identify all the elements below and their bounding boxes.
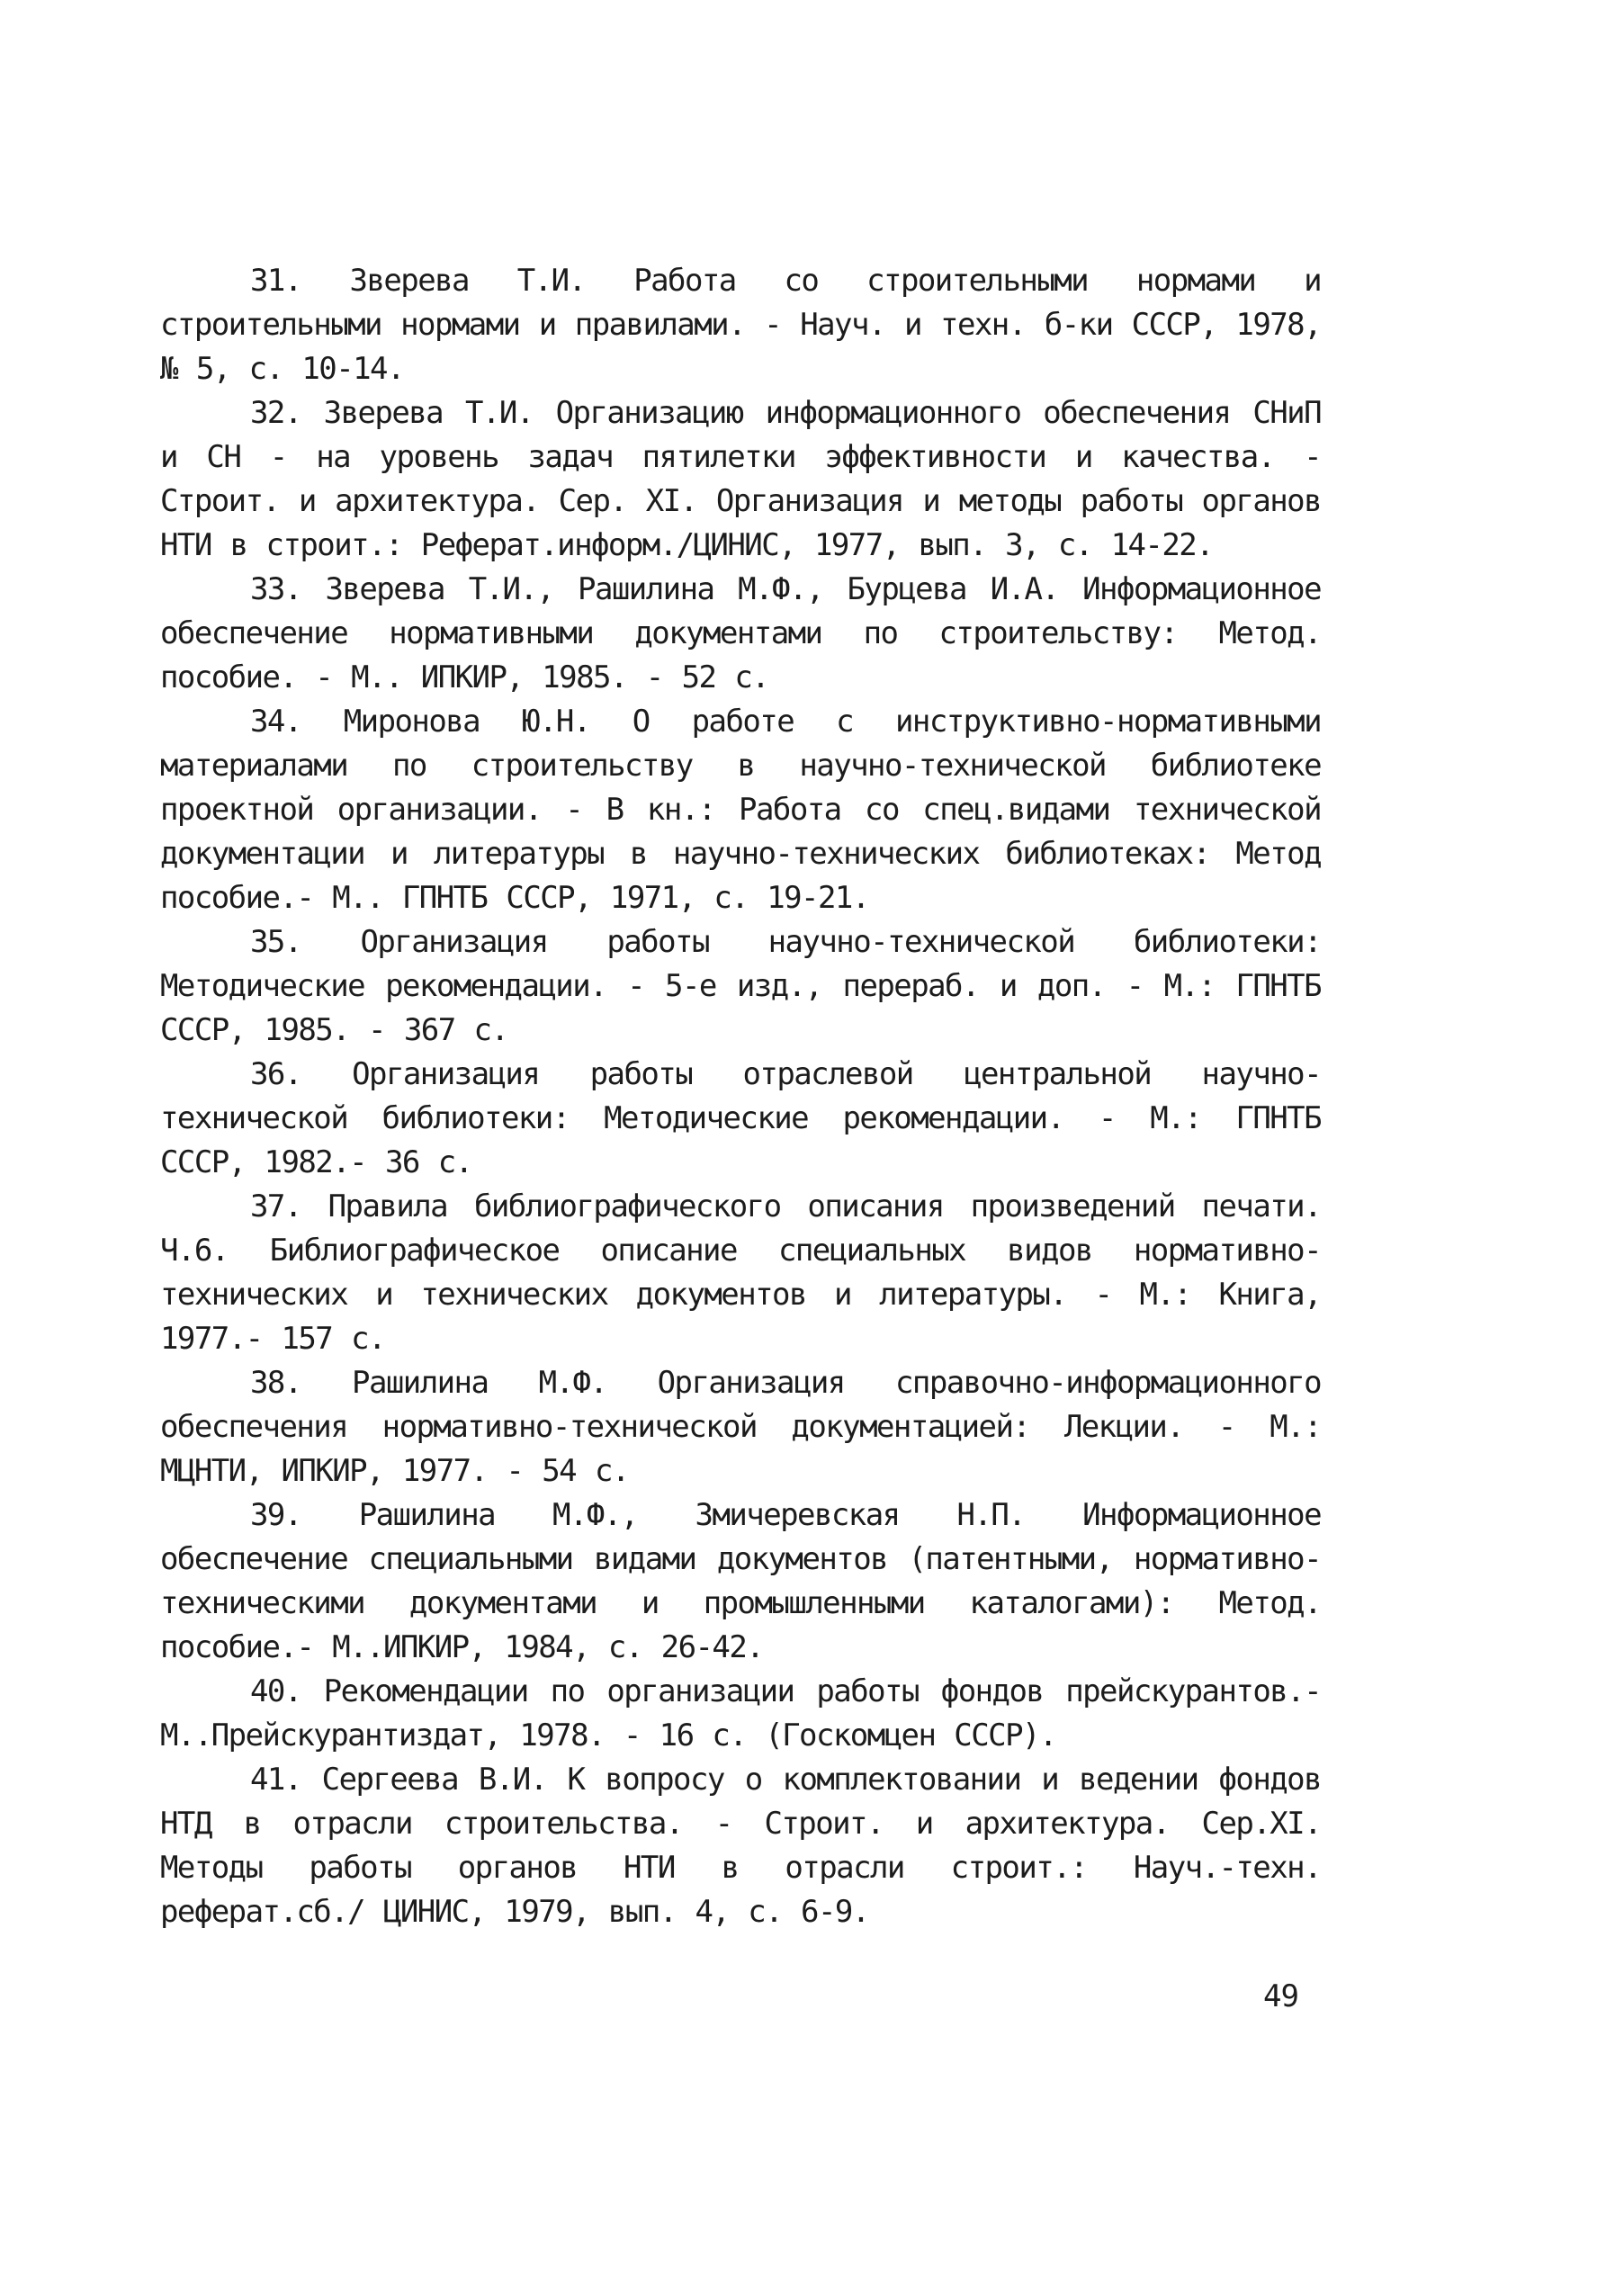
bibliography-entry-36: 36. Организация работы отраслевой центральной научно-технической библиотеки: Методические рекомендации. - М.: ГПНТБ СССР, 1982.- 36 с. [160, 1056, 1321, 1180]
bibliography-entry-35: 35. Организация работы научно-технической библиотеки: Методические рекомендации. - 5-е изд., перераб. и доп. - М.: ГПНТБ СССР, 1985. - 367 с. [160, 924, 1321, 1048]
bibliography-entry-37: 37. Правила библиографического описания произведений печати. Ч.6. Библиографическое описание специальных видов нормативно-технических и технических документов и литературы. - М.: Книга, 1977.- 157 с. [160, 1188, 1321, 1357]
bibliography-entry-32: 32. Зверева Т.И. Организацию информационного обеспечения СНиП и СН - на уровень задач пятилетки эффективности и качества. - Строит. и архитектура. Сер. XI. Организация и методы работы органов НТИ в строит.: Реферат.информ./ЦИНИС, 1977, вып. 3, с. 14-22. [160, 395, 1321, 563]
bibliography-list [160, 259, 1321, 1934]
bibliography-entry-31: 31. Зверева Т.И. Работа со строительными нормами и строительными нормами и правилами. - Науч. и техн. б-ки СССР, 1978, № 5, с. 10-14. [160, 263, 1321, 387]
page-number: 49 [1263, 1978, 1298, 2014]
bibliography-entry-40: 40. Рекомендации по организации работы фондов прейскурантов.- М..Прейскурантиздат, 1978. - 16 с. (Госкомцен СССР). [160, 1673, 1321, 1753]
bibliography-entry-38: 38. Рашилина М.Ф. Организация справочно-информационного обеспечения нормативно-технической документацией: Лекции. - М.: МЦНТИ, ИПКИР, 1977. - 54 с. [160, 1365, 1321, 1489]
bibliography-entry-33: 33. Зверева Т.И., Рашилина М.Ф., Бурцева И.А. Информационное обеспечение нормативными документами по строительству: Метод. пособие. - М.. ИПКИР, 1985. - 52 с. [160, 571, 1321, 695]
bibliography-entry-39: 39. Рашилина М.Ф., Змичеревская Н.П. Информационное обеспечение специальными видами документов (патентными, нормативно-техническими документами и промышленными каталогами): Метод. пособие.- М..ИПКИР, 1984, с. 26-42. [160, 1497, 1321, 1665]
bibliography-entry-41: 41. Сергеева В.И. К вопросу о комплектовании и ведении фондов НТД в отрасли строительства. - Строит. и архитектура. Сер.XI. Методы работы органов НТИ в отрасли строит.: Науч.-техн. реферат.сб./ ЦИНИС, 1979, вып. 4, с. 6-9. [160, 1762, 1321, 1930]
bibliography-entry-34: 34. Миронова Ю.Н. О работе с инструктивно-нормативными материалами по строительству в научно-технической библиотеке проектной организации. - В кн.: Работа со спец.видами технической документации и литературы в научно-технических библиотеках: Метод пособие.- М.. ГПНТБ СССР, 1971, с. 19-21. [160, 704, 1321, 916]
